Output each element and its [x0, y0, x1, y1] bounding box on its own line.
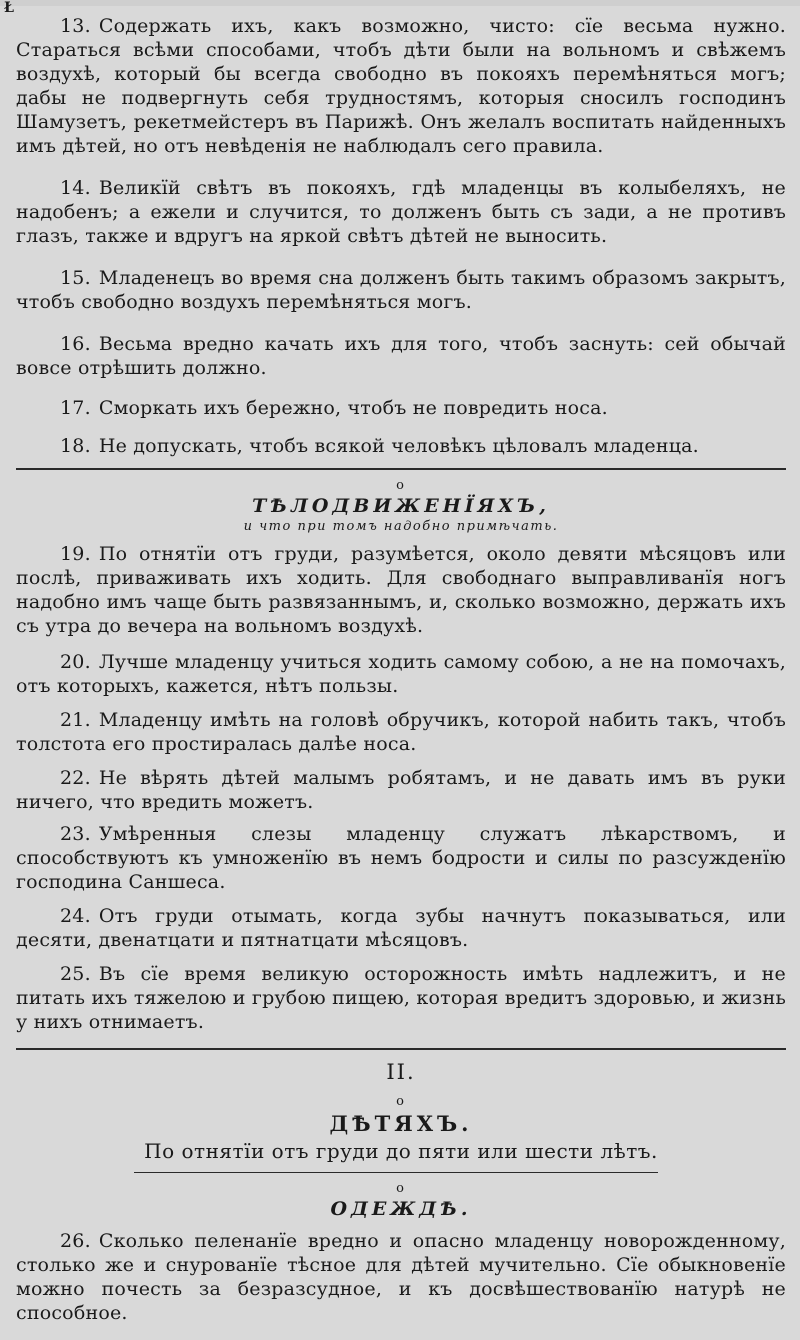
paragraph-22 [16, 766, 786, 814]
paragraph-text: Сколько пеленанїе вредно и опасно младенцу новорожденному, столько же и снурованїе тѣсное для дѣтей мучительно. Сїе обыкновенїе можно почесть за безразсудное, и къ досвѣшествованїю натурѣ не способное. [16, 1230, 786, 1324]
paragraph-13 [16, 14, 786, 158]
paragraph-20 [16, 650, 786, 698]
paragraph-number: 14. [60, 177, 91, 199]
paragraph-15 [16, 266, 786, 314]
paragraph-text: По отнятїи отъ груди, разумѣется, около девяти мѣсяцовъ или послѣ, приваживать ихъ ходить. Для свободнаго выправливанїя ногъ надобно имъ чаще быть развязаннымъ, и, сколько возможно, держать ихъ съ утра до вечера на вольномъ воздухѣ. [16, 543, 786, 637]
paragraph-26 [16, 1229, 786, 1325]
section-subtitle: и что при томъ надобно примѣчать. [243, 519, 559, 534]
section-pre-word: о [396, 1181, 406, 1196]
paragraph-number: 22. [60, 767, 91, 789]
paragraph-text: Младенцу имѣть на головѣ обручикъ, которой набить такъ, чтобъ толстота его простиралась далѣе носа. [16, 709, 786, 755]
paragraph-text: Не вѣрять дѣтей малымъ робятамъ, и не давать имъ въ руки ничего, что вредить можетъ. [16, 767, 786, 813]
paragraph-24 [16, 904, 786, 952]
section-title: ОДЕЖДѢ. [330, 1198, 472, 1220]
paragraph-text: Великїй свѣтъ въ покояхъ, гдѣ младенцы въ колыбеляхъ, не надобенъ; а ежели и случится, то долженъ быть съ зади, а не противъ глазъ, также и вдругъ на яркой свѣтъ дѣтей не выносить. [16, 177, 786, 247]
section-pre-word: о [396, 1094, 406, 1109]
paragraph-text: Отъ груди отымать, когда зубы начнутъ показываться, или десяти, двенатцати и пятнатцати мѣсяцовъ. [16, 905, 786, 951]
paragraph-18 [16, 434, 786, 458]
paragraph-number: 21. [60, 709, 91, 731]
section-title: ДѢТЯХЪ. [329, 1111, 473, 1136]
paragraph-number: 23. [60, 823, 91, 845]
paragraph-19 [16, 542, 786, 638]
paragraph-number: 17. [60, 397, 91, 419]
paragraph-14 [16, 176, 786, 248]
paragraph-text: Лучше младенцу учиться ходить самому собою, а не на помочахъ, отъ которыхъ, кажется, нѣтъ пользы. [16, 651, 786, 697]
paragraph-number: 13. [60, 15, 91, 37]
paragraph-text: Сморкать ихъ бережно, чтобъ не повредить носа. [98, 397, 608, 419]
section-subtitle: По отнятїи отъ груди до пяти или шести лѣтъ. [144, 1139, 658, 1163]
paragraph-text: Въ сїе время великую осторожность имѣть надлежитъ, и не питать ихъ тяжелою и грубою пищею, которая вредитъ здоровью, и жизнь у нихъ отнимаетъ. [16, 963, 786, 1033]
section-pre-word: о [396, 478, 406, 493]
paragraph-number: 19. [60, 543, 91, 565]
paragraph-number: 24. [60, 905, 91, 927]
paragraph-text: Умѣренныя слезы младенцу служатъ лѣкарствомъ, и способствуютъ къ умноженїю въ немъ бодрости и силы по разсужденїю господина Саншеса. [16, 823, 786, 893]
paragraph-text: Не допускать, чтобъ всякой человѣкъ цѣловалъ младенца. [98, 435, 699, 457]
paragraph-25 [16, 962, 786, 1034]
paragraph-23 [16, 822, 786, 894]
paragraph-text: Весьма вредно качать ихъ для того, чтобъ заснуть: сей обычай вовсе отрѣшить должно. [16, 333, 786, 379]
paragraph-number: 18. [60, 435, 91, 457]
paragraph-21 [16, 708, 786, 756]
paragraph-text: Содержать ихъ, какъ возможно, чисто: сїе весьма нужно. Стараться всѣми способами, чтобъ дѣти были на вольномъ и свѣжемъ воздухѣ, который бы всегда свободно въ покояхъ перемѣняться могъ; дабы не подвергнуть себя трудностямъ, которыя сносилъ господинъ Шамузетъ, рекетмейстеръ въ Парижѣ. Онъ желалъ воспитать найденныхъ имъ дѣтей, но отъ невѣденія не наблюдалъ сего правила. [16, 15, 786, 157]
paragraph-number: 16. [60, 333, 91, 355]
paragraph-number: 20. [60, 651, 91, 673]
paragraph-17 [16, 396, 786, 420]
paragraph-16 [16, 332, 786, 380]
paragraph-number: 15. [60, 267, 91, 289]
corner-mark: Ł [4, 0, 14, 16]
heading-underline [134, 1172, 658, 1173]
paragraph-text: Младенецъ во время сна долженъ быть такимъ образомъ закрытъ, чтобъ свободно воздухъ перемѣняться могъ. [16, 267, 786, 313]
paragraph-number: 25. [60, 963, 91, 985]
paragraph-number: 26. [60, 1230, 91, 1252]
page-top-edge [0, 0, 800, 6]
chapter-number: II. [386, 1060, 416, 1084]
section-divider [16, 1048, 786, 1050]
section-title: ТѢЛОДВИЖЕНЇЯХЪ, [252, 495, 550, 517]
section-divider [16, 468, 786, 470]
